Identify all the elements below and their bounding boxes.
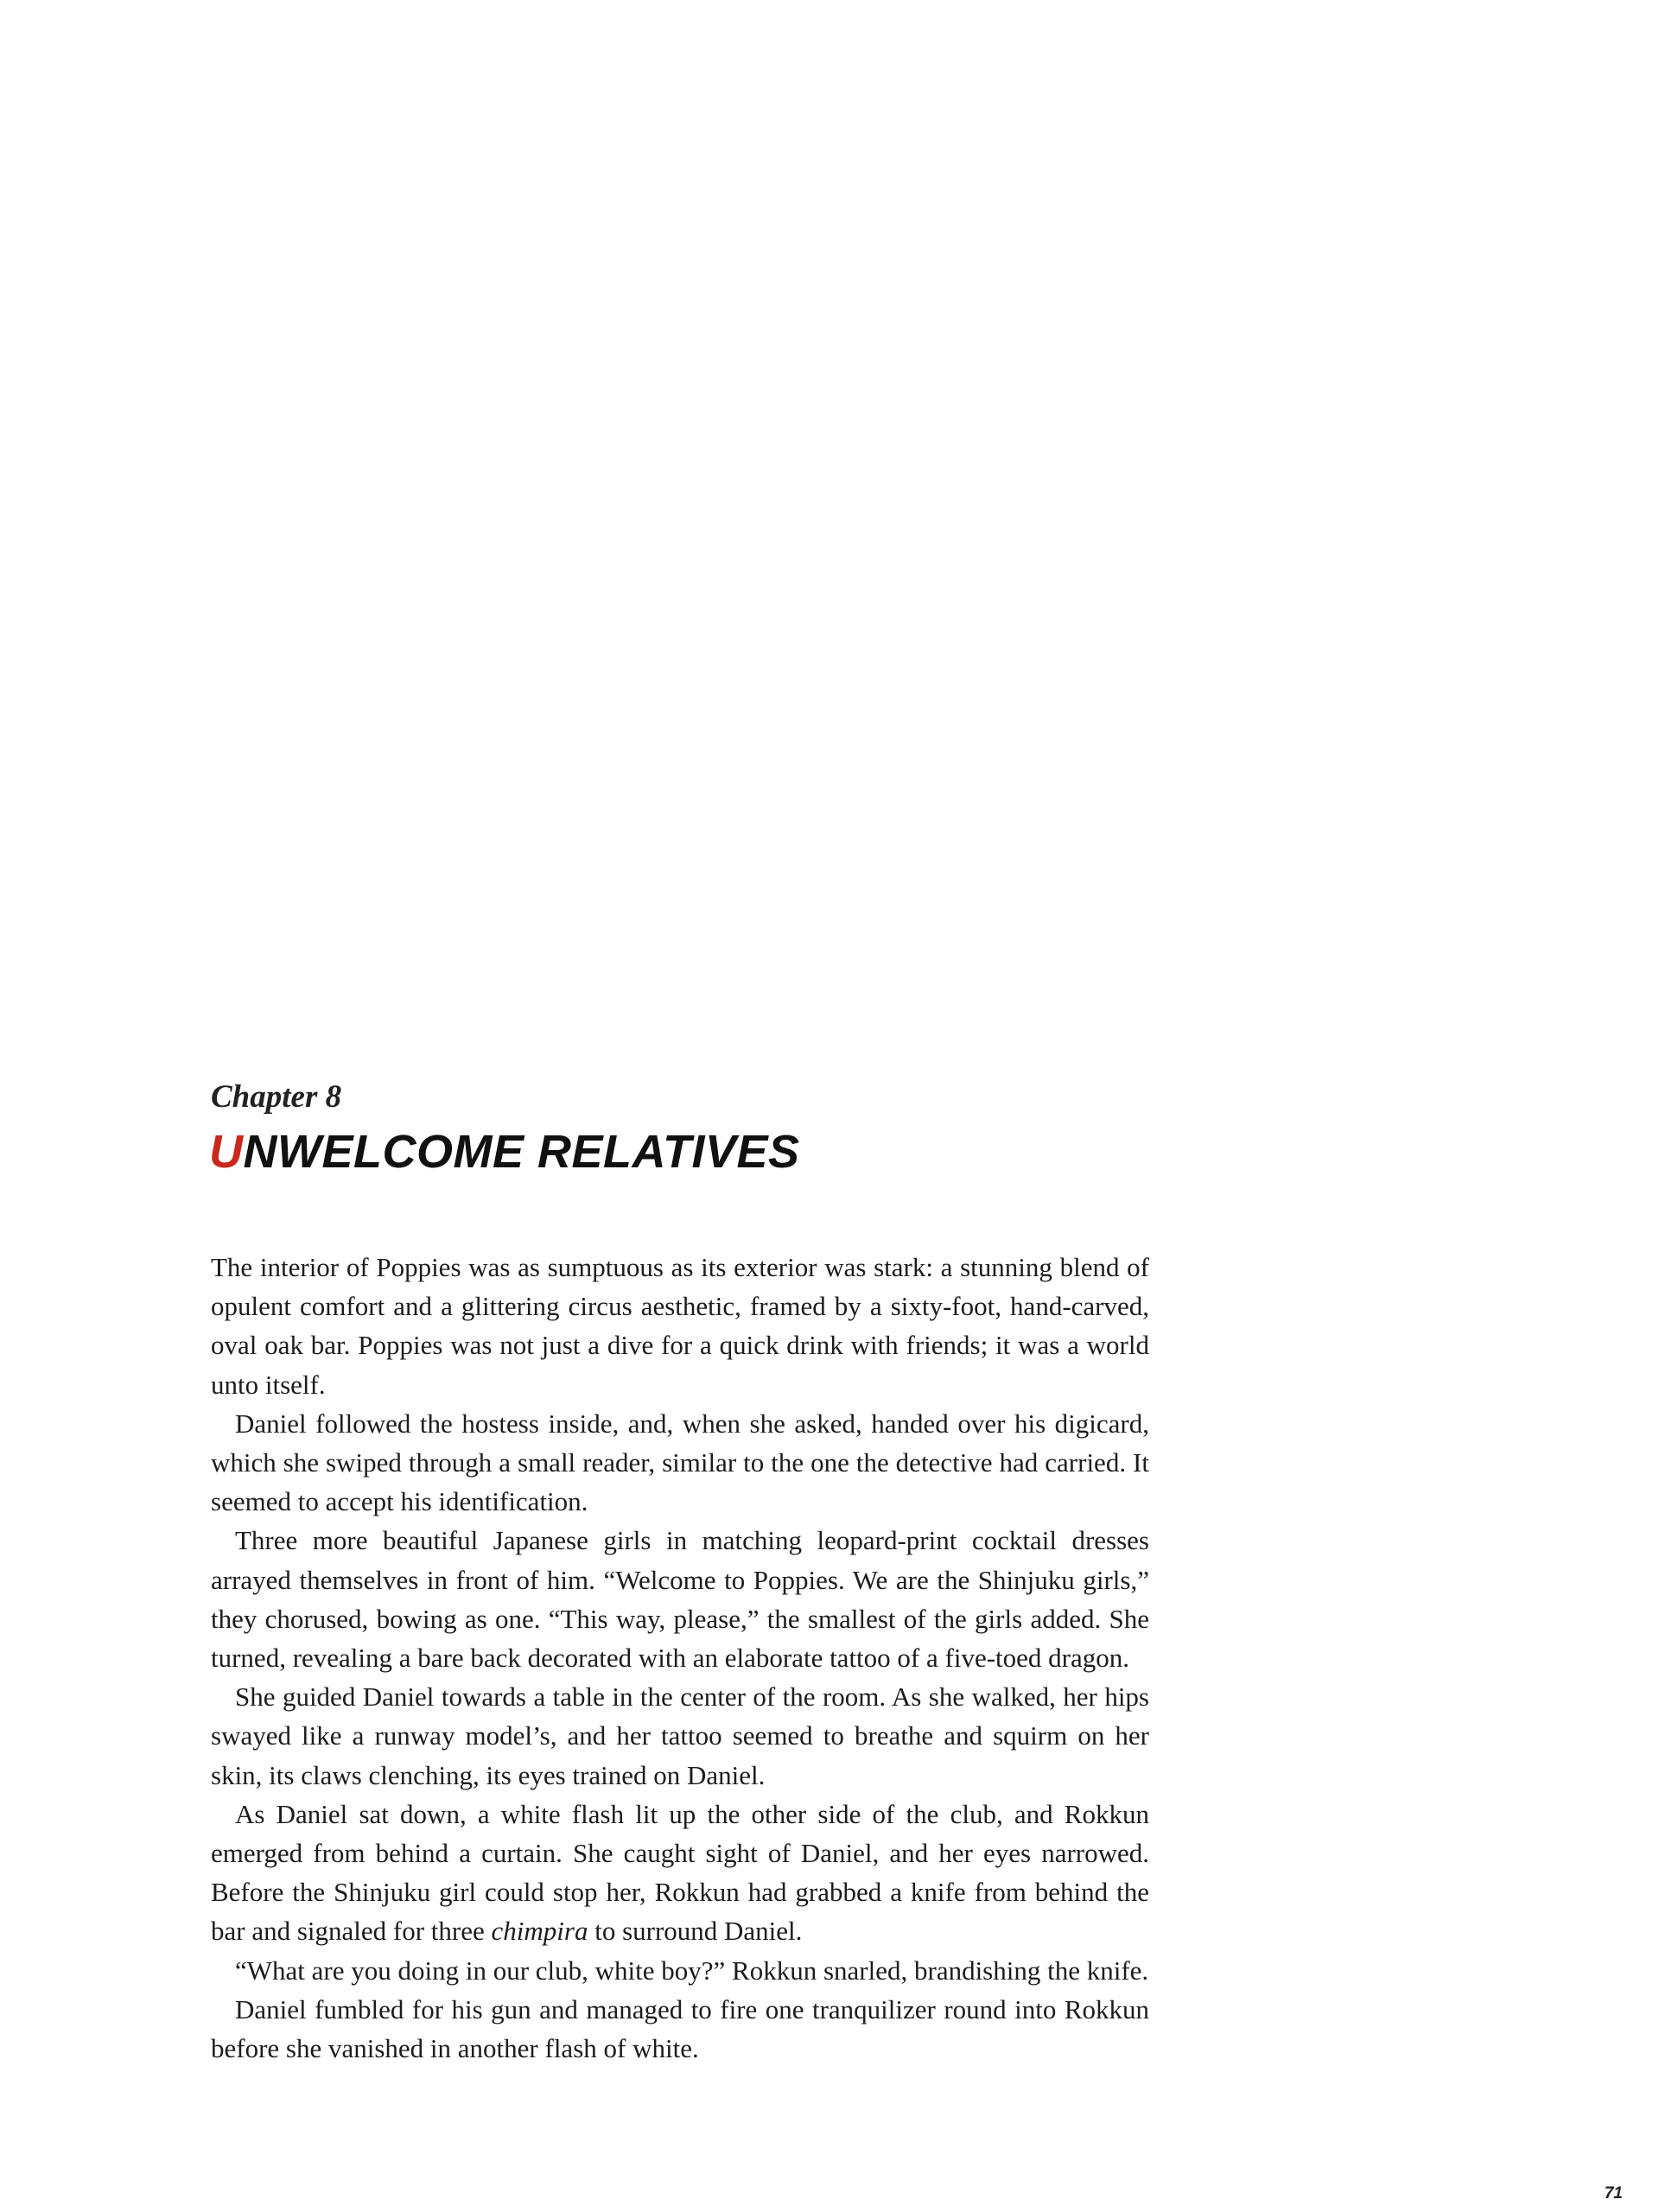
paragraph xyxy=(211,1990,1149,2068)
paragraph-text: Three more beautiful Japanese girls in matching leopard-print cocktail dresses arrayed themselves in front of him. “Welcome to Poppies. We are the Shinjuku girls,” they chorused, bowing as one. “This way, please,” the smallest of the girls added. She turned, revealing a bare back decorated with an elaborate tattoo of a five-toed dragon. xyxy=(211,1525,1149,1674)
chapter-title xyxy=(209,1125,800,1179)
paragraph-text: to surround Daniel. xyxy=(588,1916,803,1947)
paragraph xyxy=(211,1248,1149,1404)
chapter-label: Chapter 8 xyxy=(211,1079,342,1115)
chapter-title-rest: NWELCOME RELATIVES xyxy=(243,1126,800,1178)
paragraph-text: She guided Daniel towards a table in the center of the room. As she walked, her hips swayed like a runway model’s, and her tattoo seemed to breathe and squirm on her skin, its claws clenching, its eyes trained on Daniel. xyxy=(211,1681,1149,1790)
chapter-title-initial: U xyxy=(209,1126,244,1178)
paragraph xyxy=(211,1951,1149,1990)
paragraph xyxy=(211,1521,1149,1677)
paragraph-text: Daniel fumbled for his gun and managed to fire one tranquilizer round into Rokkun before she vanished in another flash of white. xyxy=(211,1993,1149,2064)
page-number: 71 xyxy=(1604,2184,1623,2202)
paragraph-text: “What are you doing in our club, white boy?” Rokkun snarled, brandishing the knife. xyxy=(235,1955,1149,1986)
italic-term: chimpira xyxy=(491,1916,588,1947)
paragraph-text: Daniel followed the hostess inside, and, when she asked, handed over his digicard, which she swiped through a small reader, similar to the one the detective had carried. It seemed to accept his identification. xyxy=(211,1408,1149,1517)
paragraph xyxy=(211,1795,1149,1951)
chapter-body xyxy=(211,1248,1149,2068)
paragraph-text: As Daniel sat down, a white flash lit up the other side of the club, and Rokkun emerged from behind a curtain. She caught sight of Daniel, and her eyes narrowed. Before the Shinjuku girl could stop her, Rokkun had grabbed a knife from behind the bar and signaled for three xyxy=(211,1798,1149,1947)
paragraph xyxy=(211,1404,1149,1522)
paragraph-text: The interior of Poppies was as sumptuous as its exterior was stark: a stunning blend of opulent comfort and a glittering circus aesthetic, framed by a sixty-foot, hand-carved, oval oak bar. Poppies was not just a dive for a quick drink with friends; it was a world unto itself. xyxy=(211,1252,1149,1400)
paragraph xyxy=(211,1677,1149,1795)
